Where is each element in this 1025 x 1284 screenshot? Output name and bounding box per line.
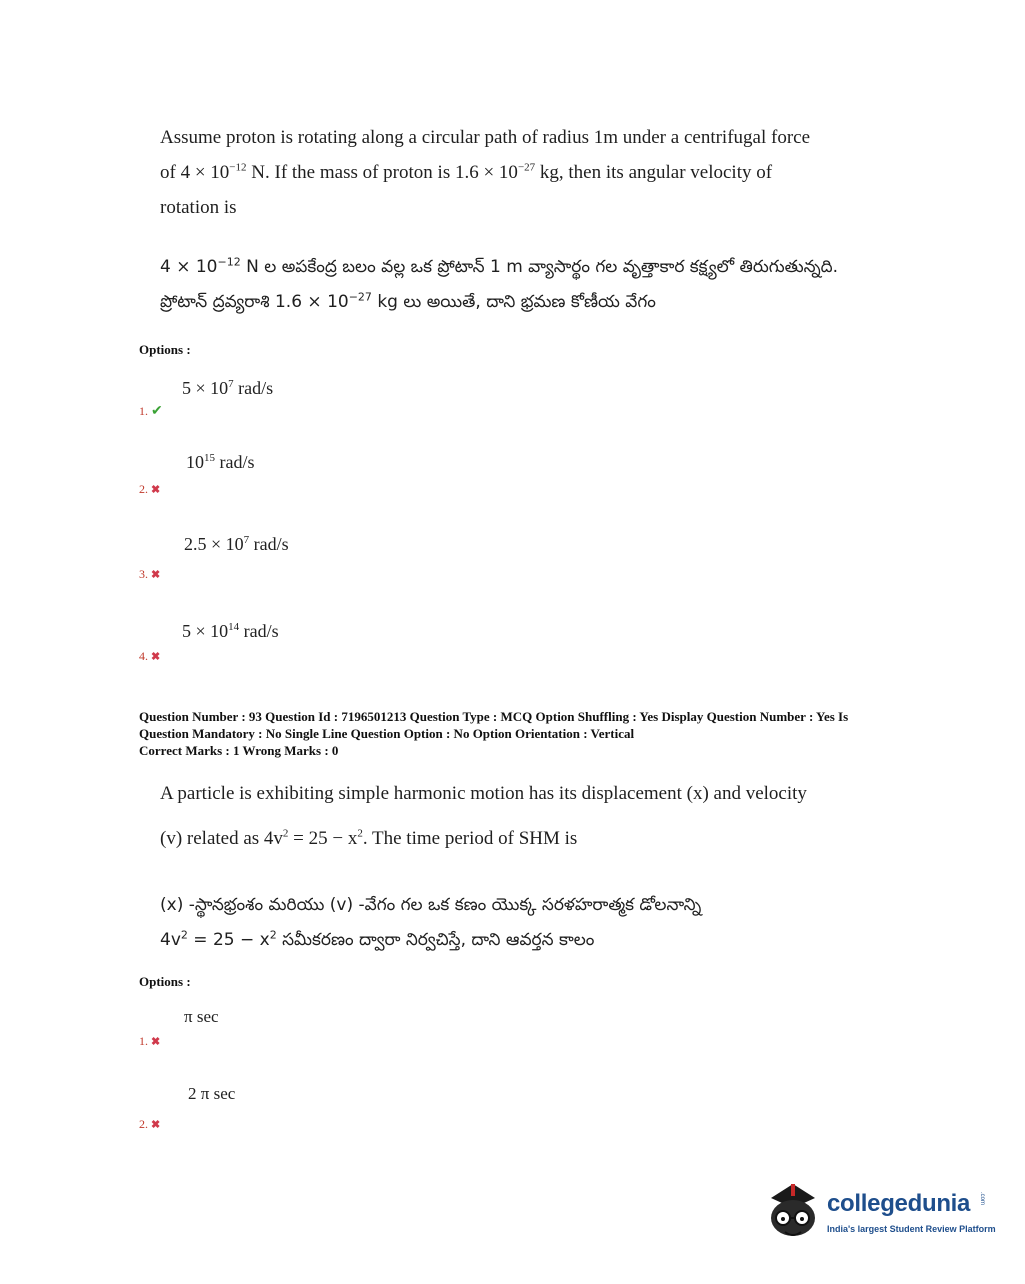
telugu-text-line: ప్రోటాన్ ద్రవ్యరాశి $1.6 \times 10^{-27}$ kg లు అయితే, దాని భ్రమణ కోణీయ వేగం <box>160 290 656 312</box>
meta-line: Correct Marks : 1 Wrong Marks : 0 <box>139 743 339 758</box>
brand-suffix: .com <box>979 1192 985 1206</box>
question-92-telugu <box>160 250 880 320</box>
option-value: 2 π sec <box>188 1084 236 1103</box>
question-93-telugu <box>160 888 880 958</box>
cross-icon: ✖ <box>151 1036 161 1048</box>
brand-tagline: India's largest Student Review Platform <box>827 1224 996 1234</box>
meta-line: Question Mandatory : No Single Line Question Option : No Option Orientation : Vertical <box>139 726 635 741</box>
question-93-english <box>160 771 880 861</box>
question-text-line: (v) related as $4v^2 = 25 - x^2$. The time period of SHM is <box>160 827 578 849</box>
mascot-icon <box>765 1178 825 1246</box>
collegedunia-logo <box>765 1178 997 1246</box>
option-value: $2.5 \times 10^7$ rad/s <box>184 534 289 554</box>
option-value: $5 \times 10^7$ rad/s <box>182 378 274 398</box>
question-text-line: A particle is exhibiting simple harmonic motion has its displacement (x) and velocity <box>160 783 807 804</box>
meta-line: Question Number : 93 Question Id : 7196501213 Question Type : MCQ Option Shuffling : Yes Display Question Number : Yes Is <box>139 709 849 724</box>
cross-icon: ✖ <box>151 484 161 496</box>
cross-icon: ✖ <box>151 1119 161 1131</box>
option-number: 2. ✖ <box>139 482 161 496</box>
question-93-metadata <box>139 708 909 759</box>
option-value: $10^{15}$ rad/s <box>186 452 255 472</box>
question-92-english <box>160 120 880 225</box>
options-label: Options : <box>139 974 191 989</box>
option-number: 1. ✖ <box>139 1034 161 1048</box>
option-number: 4. ✖ <box>139 649 161 663</box>
telugu-text-line: (x) -స్థానభ్రంశం మరియు (v) -వేగం గల ఒక కణం యొక్క సరళహరాత్మక డోలనాన్ని <box>160 895 702 915</box>
option-number: 3. ✖ <box>139 567 161 581</box>
question-text-line: of $4 \times 10^{-12}$ N. If the mass of proton is $1.6 \times 10^{-27}$ kg, then its angular velocity of <box>160 161 773 183</box>
option-value: $5 \times 10^{14}$ rad/s <box>182 621 279 641</box>
telugu-text-line: $4 \times 10^{-12}$ N ల అపకేంద్ర బలం వల్ల ఒక ప్రోటాన్ 1 m వ్యాసార్థం గల వృత్తాకార కక్ష్యలో తిరుగుతున్నది. <box>160 255 839 277</box>
question-text-line: rotation is <box>160 197 237 218</box>
cross-icon: ✖ <box>151 569 161 581</box>
option-value: π sec <box>184 1007 219 1026</box>
question-text-line: Assume proton is rotating along a circular path of radius 1m under a centrifugal force <box>160 127 811 148</box>
options-label: Options : <box>139 342 191 357</box>
brand-name: collegedunia <box>827 1190 971 1217</box>
check-icon: ✔ <box>151 404 163 419</box>
option-number: 1. ✔ <box>139 404 163 419</box>
telugu-text-line: $4v^2 = 25 - x^2$ సమీకరణం ద్వారా నిర్వచిస్తే, దాని ఆవర్తన కాలం <box>160 928 595 950</box>
cross-icon: ✖ <box>151 651 161 663</box>
option-number: 2. ✖ <box>139 1117 161 1131</box>
